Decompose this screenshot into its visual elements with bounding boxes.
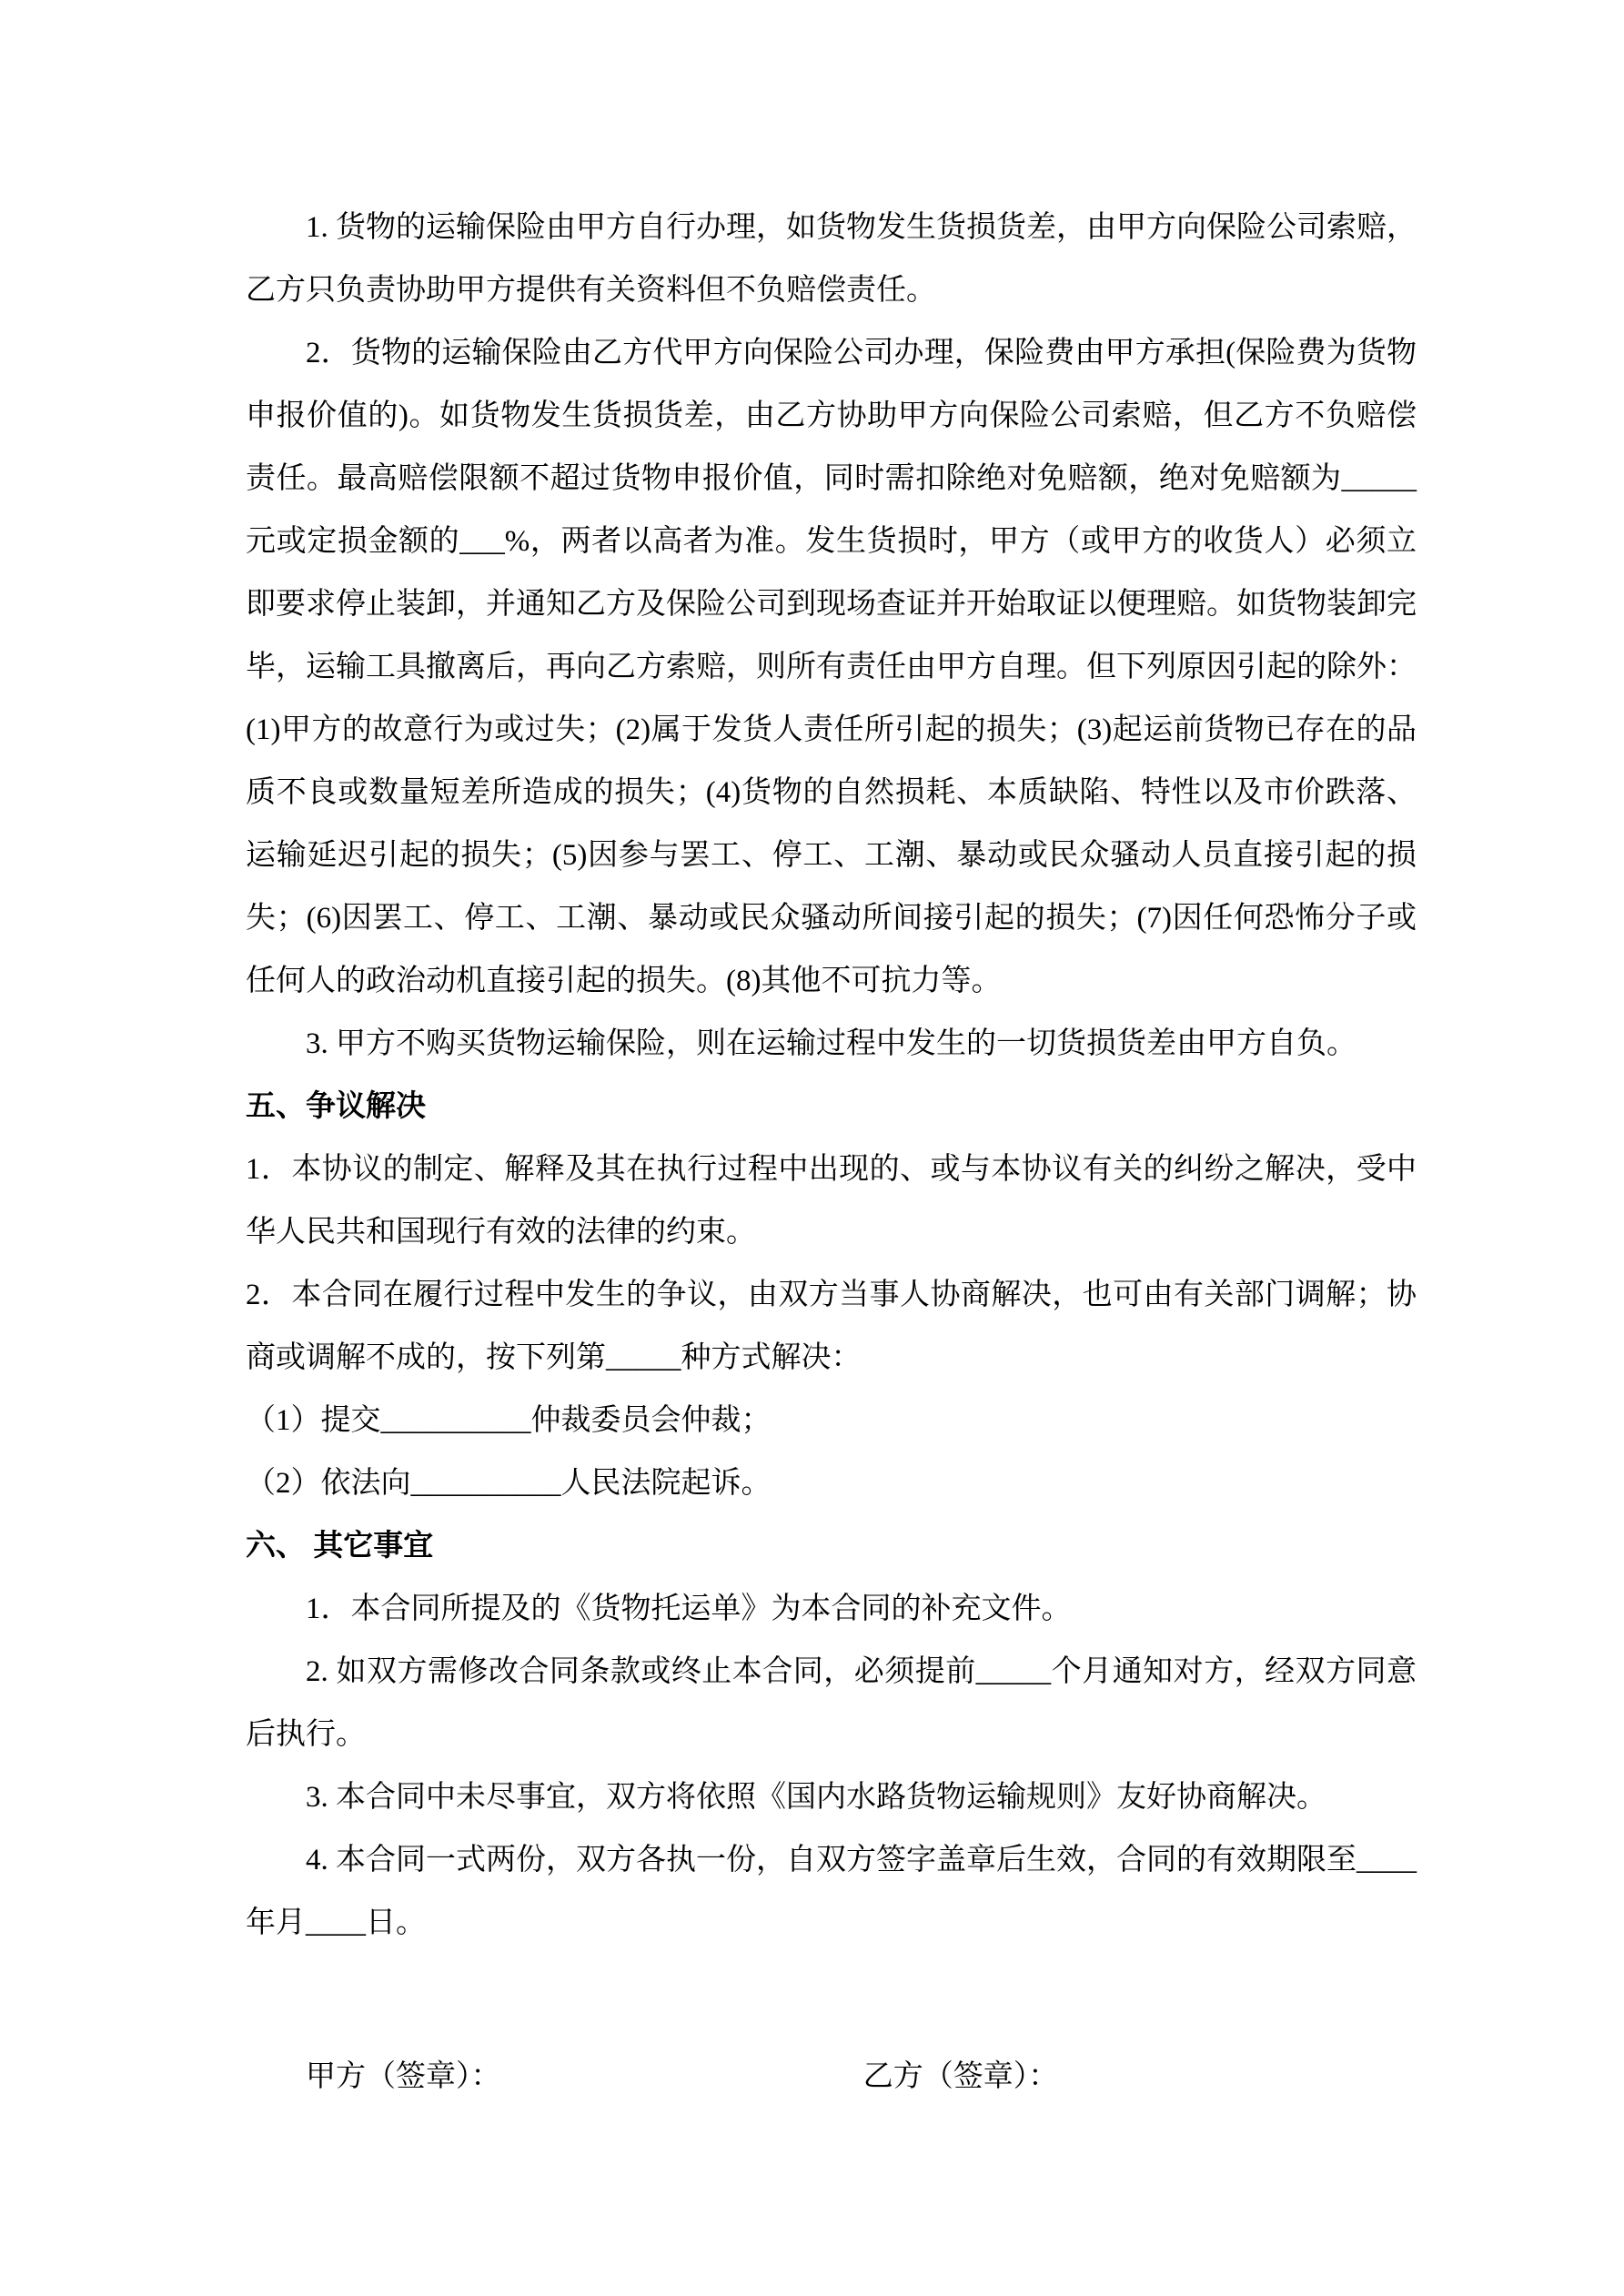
dispute-item-governing-law: 1．本协议的制定、解释及其在执行过程中出现的、或与本协议有关的纠纷之解决，受中华人民共和国现行有效的法律的约束。: [246, 1153, 1417, 1249]
party-b-signature-label: 乙方（签章）：: [862, 2060, 1059, 2093]
other-item-copies-validity: 4. 本合同一式两份，双方各执一份，自双方签字盖章后生效，合同的有效期限至____年月____日。: [246, 1844, 1417, 1939]
signature-row: [246, 2046, 1417, 2109]
clause-insurance-by-party-a: 1. 货物的运输保险由甲方自行办理，如货物发生货损货差，由甲方向保险公司索赔，乙方只负责协助甲方提供有关资料但不负赔偿责任。: [246, 211, 1417, 307]
clause-no-insurance: 3. 甲方不购买货物运输保险，则在运输过程中发生的一切货损货差由甲方自负。: [306, 1027, 1357, 1060]
other-item-modification-notice: 2. 如双方需修改合同条款或终止本合同，必须提前_____个月通知对方，经双方同意后执行。: [246, 1655, 1417, 1751]
dispute-option-litigation: （2）依法向__________人民法院起诉。: [246, 1467, 772, 1500]
clause-insurance-by-party-b: 2．货物的运输保险由乙方代甲方向保险公司办理，保险费由甲方承担(保险费为货物申报价值的)。如货物发生货损货差，由乙方协助甲方向保险公司索赔，但乙方不负赔偿责任。最高赔偿限额不超过货物申报价值，同时需扣除绝对免赔额，绝对免赔额为_____元或定损金额的___%，两者以高者为准。发生货损时，甲方（或甲方的收货人）必须立即要求停止装卸，并通知乙方及保险公司到现场查证并开始取证以便理赔。如货物装卸完毕，运输工具撤离后，再向乙方索赔，则所有责任由甲方自理。但下列原因引起的除外：(1)甲方的故意行为或过失；(2)属于发货人责任所引起的损失；(3)起运前货物已存在的品质不良或数量短差所造成的损失；(4)货物的自然损耗、本质缺陷、特性以及市价跌落、运输延迟引起的损失；(5)因参与罢工、停工、工潮、暴动或民众骚动人员直接引起的损失；(6)因罢工、停工、工潮、暴动或民众骚动所间接引起的损失；(7)因任何恐怖分子或任何人的政治动机直接引起的损失。(8)其他不可抗力等。: [246, 337, 1417, 997]
dispute-option-arbitration: （1）提交__________仲裁委员会仲裁；: [246, 1404, 772, 1437]
section-heading-dispute-resolution: 五、争议解决: [246, 1090, 426, 1123]
party-a-signature-label: 甲方（签章）：: [306, 2060, 501, 2093]
other-item-waybill-supplement: 1．本合同所提及的《货物托运单》为本合同的补充文件。: [306, 1593, 1072, 1625]
section-heading-other-matters: 六、 其它事宜: [246, 1530, 434, 1563]
other-item-unresolved-matters: 3. 本合同中未尽事宜，双方将依照《国内水路货物运输规则》友好协商解决。: [306, 1781, 1326, 1814]
dispute-item-negotiation: 2．本合同在履行过程中发生的争议，由双方当事人协商解决，也可由有关部门调解；协商或调解不成的，按下列第_____种方式解决：: [246, 1279, 1417, 1374]
